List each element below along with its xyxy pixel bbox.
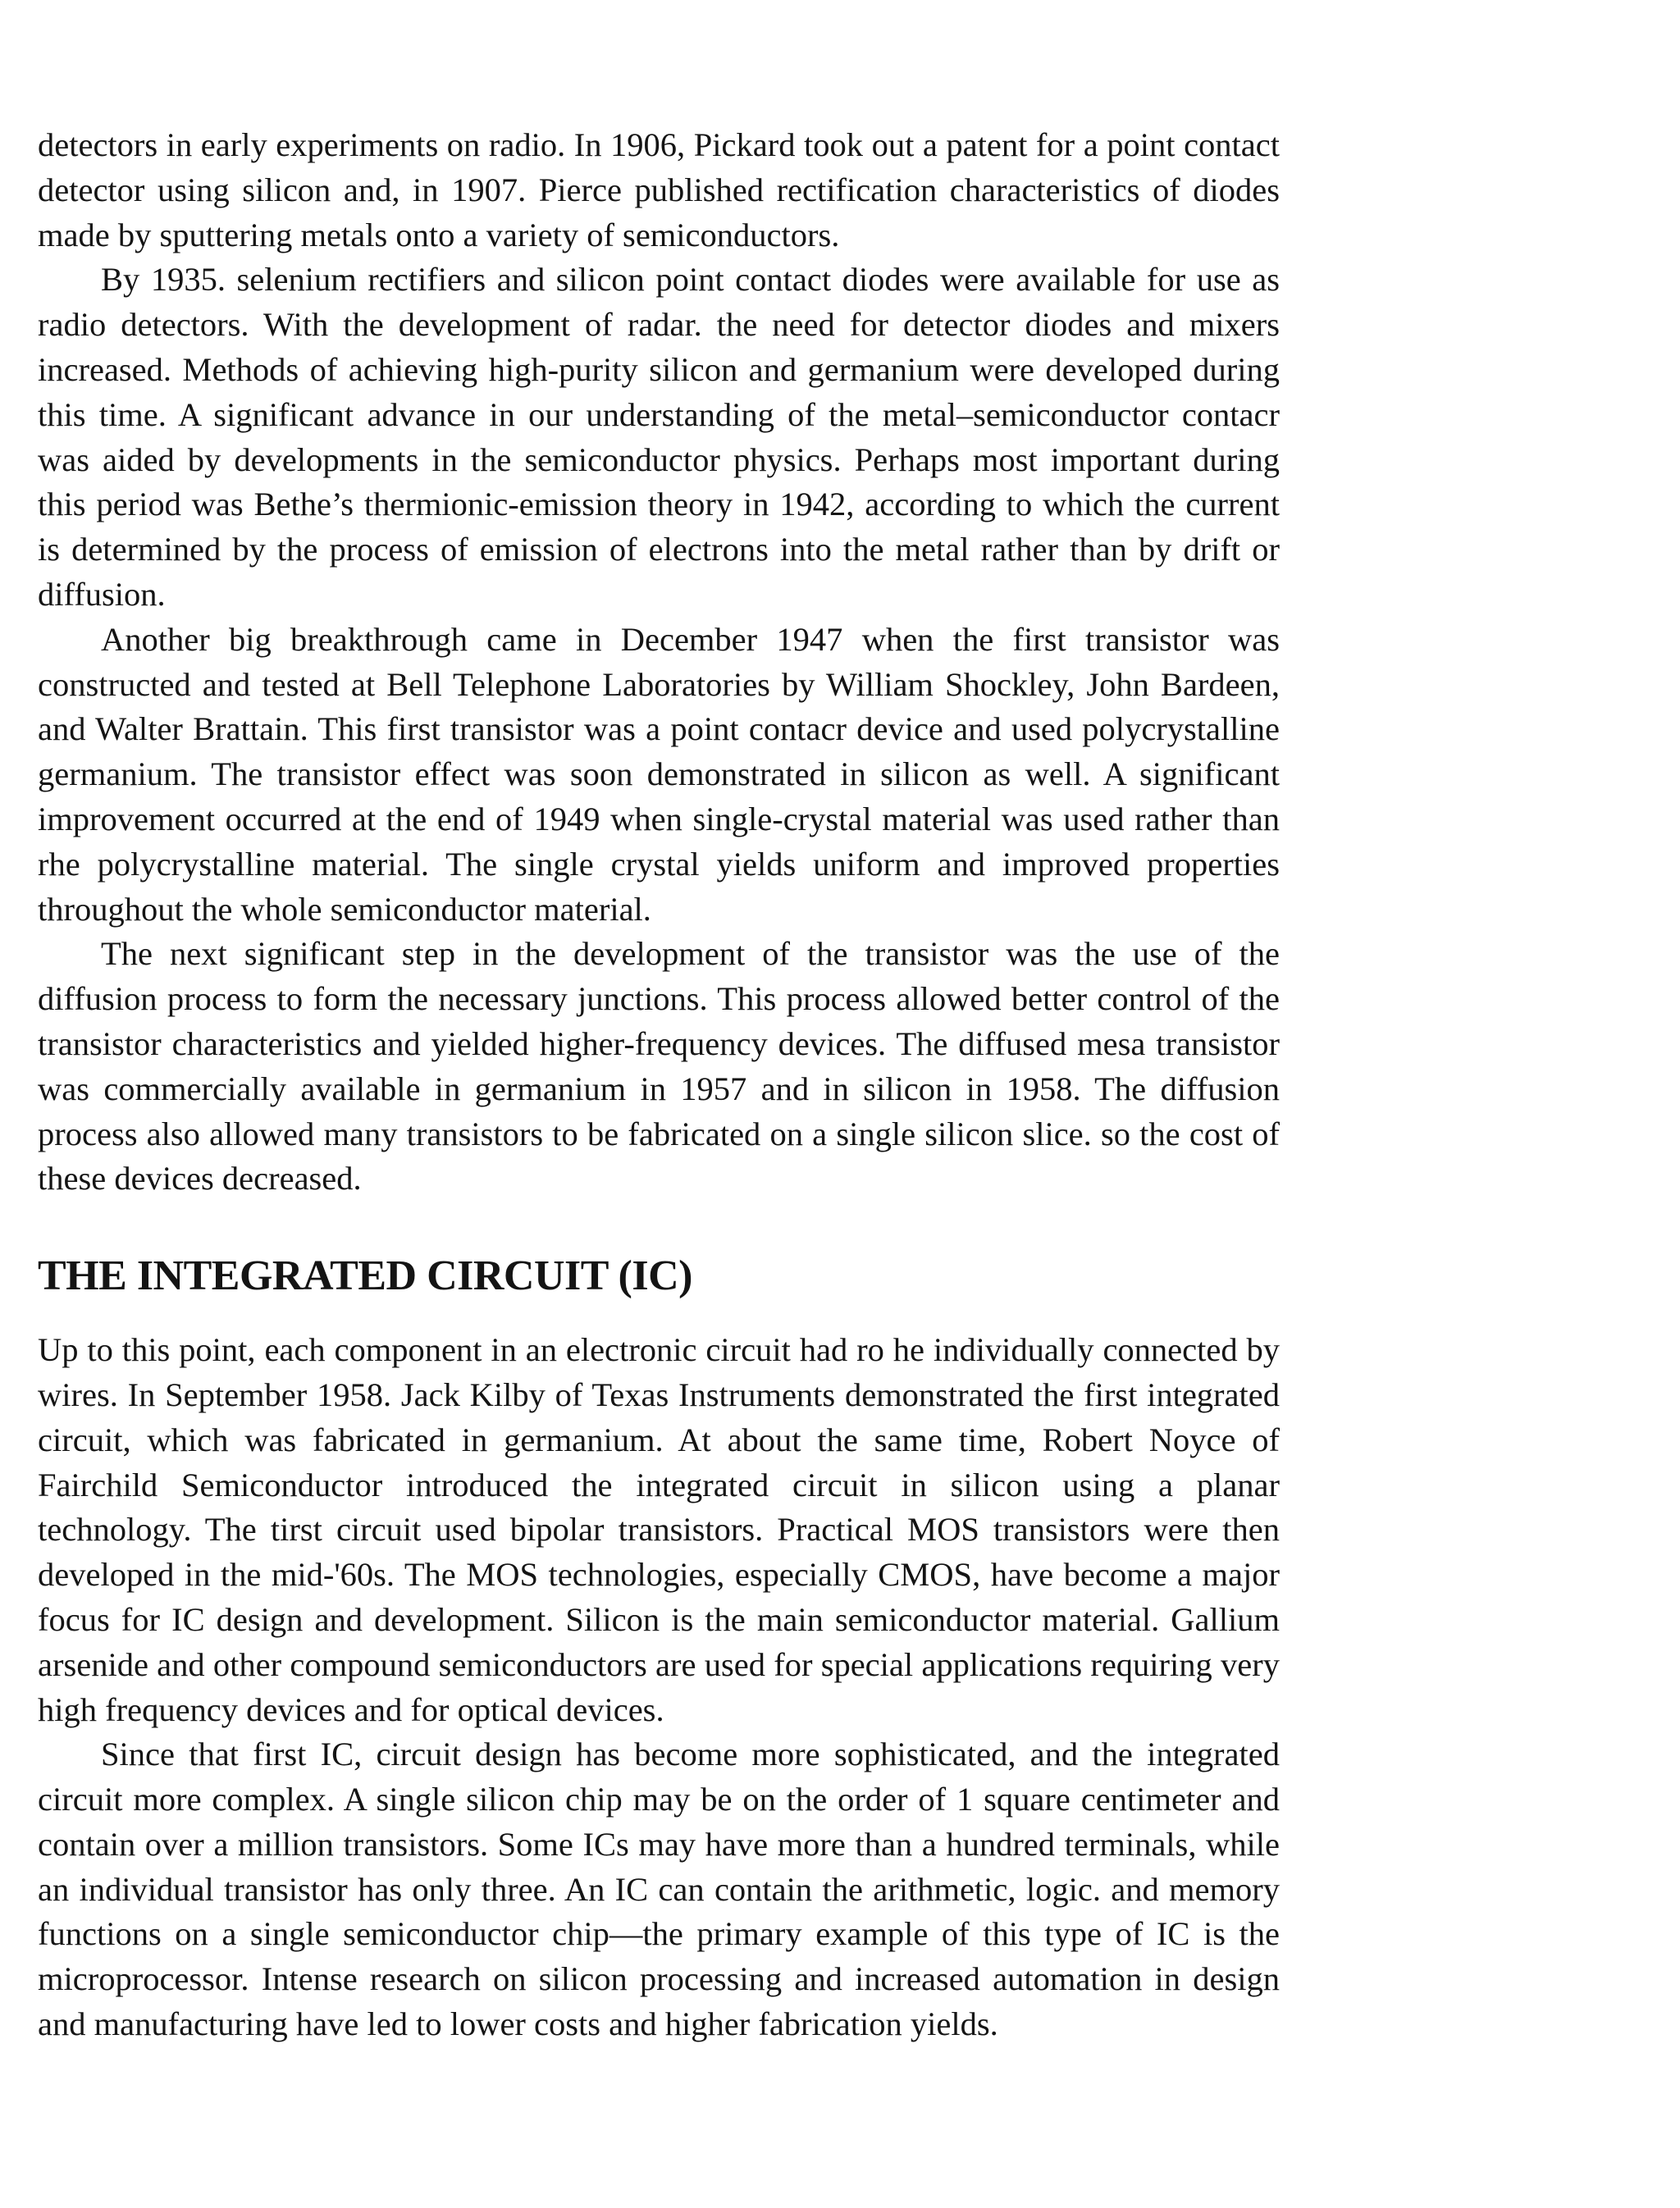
document-page xyxy=(38,123,1280,2047)
paragraph-first-transistor: Another big breakthrough came in December 1947 when the first transistor was constructed and tested at Bell Telephone Laboratories by William Shockley, John Bardeen, and Walter Brattain. This first transistor was a point contacr device and used polycrystalline germanium. The transistor effect was soon demonstrated in silicon as well. A significant improvement occurred at the end of 1949 when single-crystal material was used rather than rhe polycrystalline material. The single crystal yields uniform and improved properties throughout the whole semiconductor material. xyxy=(38,620,1280,928)
section-heading-integrated-circuit: THE INTEGRATED CIRCUIT (IC) xyxy=(38,1252,692,1300)
paragraph-semiconductor-history: By 1935. selenium rectifiers and silicon point contact diodes were available for use as radio detectors. With the development of radar. the need for detector diodes and mixers increased. Methods of achieving high-purity silicon and germanium were developed during this time. A significant advance in our understanding of the metal–semiconductor contacr was aided by developments in the semiconductor physics. Perhaps most important during this period was Bethe’s thermionic-emission theory in 1942, according to which the current is determined by the process of emission of electrons into the metal rather than by drift or diffusion. xyxy=(38,261,1280,613)
paragraph-first-ic: Up to this point, each component in an electronic circuit had ro he individually connected by wires. In September 1958. Jack Kilby of Texas Instruments demonstrated the first integrated circuit, which was fabricated in germanium. At about the same time, Robert Noyce of Fairchild Semiconductor introduced the integrated circuit in silicon using a planar technology. The tirst circuit used bipolar transistors. Practical MOS transistors were then developed in the mid-'60s. The MOS technologies, especially CMOS, have become a major focus for IC design and development. Silicon is the main semiconductor material. Gallium arsenide and other compound semiconductors are used for special applications requiring very high frequency devices and for optical devices. xyxy=(38,1331,1280,1728)
paragraph-continuation: detectors in early experiments on radio. In 1906, Pickard took out a patent for a point contact detector using silicon and, in 1907. Pierce published rectification characteristics of diodes made by sputtering metals onto a variety of semiconductors. xyxy=(38,126,1280,253)
paragraph-diffusion-process: The next significant step in the development of the transistor was the use of the diffusion process to form the necessary junctions. This process allowed better control of the transistor characteristics and yielded higher-frequency devices. The diffused mesa transistor was commercially available in germanium in 1957 and in silicon in 1958. The diffusion process also allowed many transistors to be fabricated on a single silicon slice. so the cost of these devices decreased. xyxy=(38,935,1280,1198)
paragraph-ic-complexity: Since that first IC, circuit design has become more sophisticated, and the integrated circuit more complex. A single silicon chip may be on the order of 1 square centimeter and contain over a million transistors. Some ICs may have more than a hundred terminals, while an individual transistor has only three. An IC can contain the arithmetic, logic. and memory functions on a single semiconductor chip—the primary example of this type of IC is the microprocessor. Intense research on silicon processing and increased automation in design and manufacturing have led to lower costs and higher fabrication yields. xyxy=(38,1736,1280,2043)
